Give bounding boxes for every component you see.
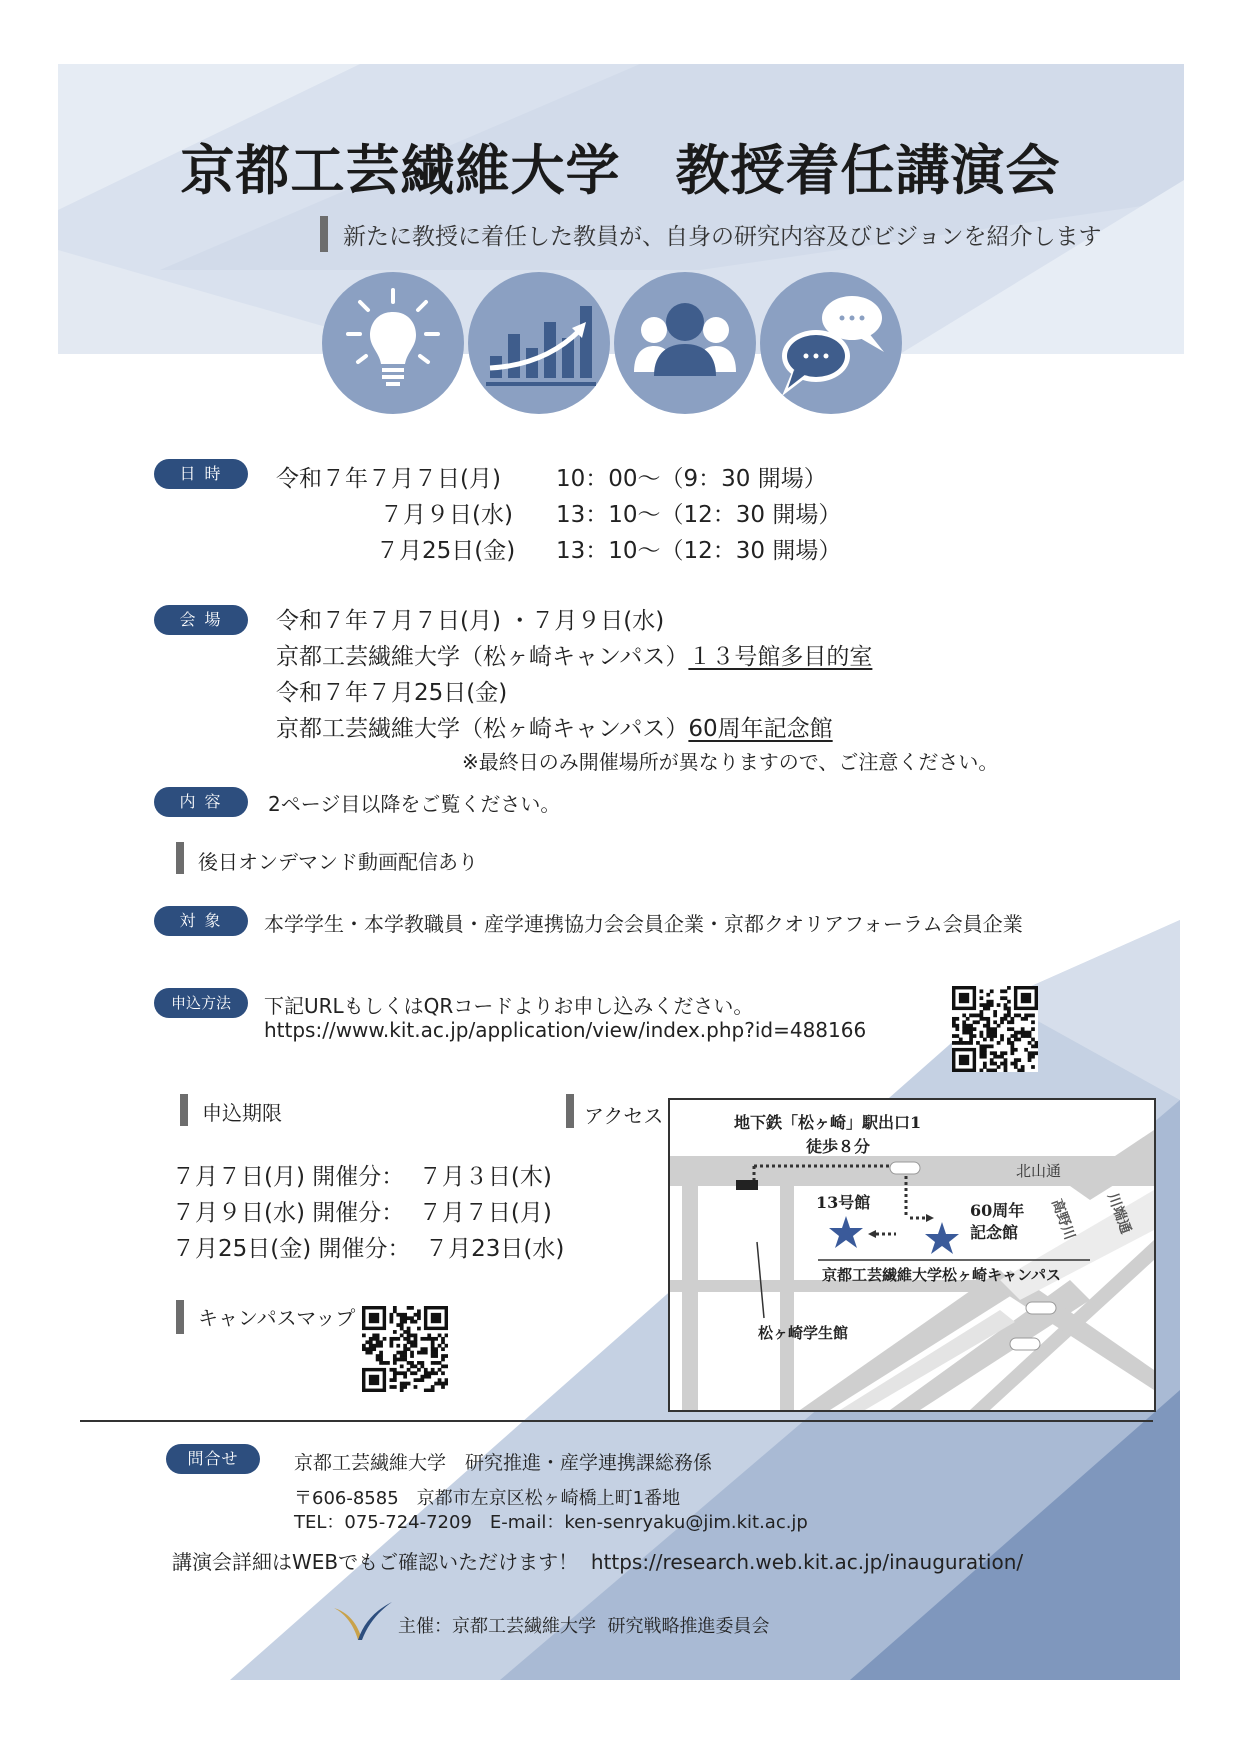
station-exit <box>736 1180 758 1190</box>
schedule-label: 日 時 <box>154 459 248 489</box>
map-campus-label: 京都工芸繊維大学松ヶ崎キャンパス <box>822 1266 1061 1284</box>
venue-campus-2: 京都工芸繊維大学（松ヶ崎キャンパス） <box>276 716 689 742</box>
access-bar <box>566 1094 574 1128</box>
content-text: 2ページ目以降をご覧ください。 <box>268 792 561 816</box>
application-qr-code[interactable] <box>952 986 1038 1072</box>
ondemand-text: 後日オンデマンド動画配信あり <box>198 850 478 874</box>
bar-chart-icon <box>468 272 610 414</box>
venue-label: 会 場 <box>154 605 248 635</box>
venue-line-1: 令和７年７月７日(月) ・７月９日(水) <box>276 608 665 634</box>
schedule-time-2: 13：10～（12：30 開場） <box>556 502 842 528</box>
chat-circle <box>760 272 902 414</box>
lightbulb-icon <box>322 272 464 414</box>
organizer-text: 主催：京都工芸繊維大学 研究戦略推進委員会 <box>398 1616 770 1637</box>
schedule-time-3: 13：10～（12：30 開場） <box>556 538 842 564</box>
lightbulb-circle <box>322 272 464 414</box>
building-60-star <box>925 1222 959 1254</box>
map-street-label: 北山通 <box>1016 1162 1062 1180</box>
ondemand-bar <box>176 842 184 874</box>
subtitle-bar <box>320 216 328 252</box>
map-building60-label-1: 60周年 <box>970 1201 1025 1220</box>
contact-tel-email[interactable]: TEL：075-724-7209 E-mail：ken-senryaku@jim.kit.ac.jp <box>294 1512 808 1533</box>
schedule-time-1: 10：00～（9：30 開場） <box>556 466 827 492</box>
deadline-bar <box>180 1094 188 1126</box>
schedule-date-3: ７月25日(金) <box>376 538 516 564</box>
map-river2-label: 川端通 <box>1104 1191 1134 1236</box>
people-circle <box>614 272 756 414</box>
content-label: 内 容 <box>154 787 248 817</box>
map-building60-label-2: 記念館 <box>970 1223 1019 1242</box>
schedule-date-1: 令和７年７月７日(月) <box>276 466 501 492</box>
contact-label: 問合せ <box>166 1444 260 1474</box>
map-building13-label: 13号館 <box>816 1193 871 1212</box>
map-roads <box>670 1100 1154 1410</box>
footer-divider <box>80 1420 1153 1422</box>
application-url[interactable]: https://www.kit.ac.jp/application/view/index.php?id=488166 <box>264 1018 867 1042</box>
target-label: 対 象 <box>154 906 248 936</box>
chat-bubbles-icon <box>760 272 902 414</box>
building-13-star <box>829 1216 863 1248</box>
map-student-hall-label: 松ヶ崎学生館 <box>758 1324 849 1342</box>
campus-map-bar <box>176 1300 184 1334</box>
access-map <box>668 1098 1156 1412</box>
venue-line-3: 令和７年７月25日(金) <box>276 680 508 706</box>
venue-room-1: １３号館多目的室 <box>688 644 873 670</box>
deadline-row-1: ７月７日(月) 開催分： ７月３日(木) <box>172 1164 552 1190</box>
university-logo <box>332 1600 394 1642</box>
page-title: 京都工芸繊維大学 教授着任講演会 <box>180 139 1061 202</box>
map-river1-label: 高野川 <box>1048 1197 1078 1242</box>
campus-map-qr-code[interactable] <box>362 1306 448 1392</box>
campus-map-heading: キャンパスマップ <box>198 1306 356 1330</box>
access-heading: アクセス <box>584 1104 664 1128</box>
contact-org: 京都工芸繊維大学 研究推進・産学連携課総務係 <box>294 1452 713 1474</box>
deadline-row-3: ７月25日(金) 開催分： ７月23日(水) <box>172 1236 565 1262</box>
venue-room-2: 60周年記念館 <box>688 716 833 742</box>
map-station-label: 地下鉄「松ヶ崎」駅出口1 <box>734 1113 922 1132</box>
schedule-date-2: ７月９日(水) <box>380 502 513 528</box>
map-walk-label: 徒歩８分 <box>806 1137 871 1156</box>
venue-line-2 <box>276 638 872 671</box>
venue-note: ※最終日のみ開催場所が異なりますので、ご注意ください。 <box>462 750 999 774</box>
application-label: 申込方法 <box>154 988 248 1018</box>
contact-web[interactable]: 講演会詳細はWEBでもご確認いただけます！ https://research.web.kit.ac.jp/inauguration/ <box>172 1550 1024 1574</box>
people-icon <box>614 272 756 414</box>
bar-chart-circle <box>468 272 610 414</box>
venue-line-4 <box>276 710 833 743</box>
venue-campus-1: 京都工芸繊維大学（松ヶ崎キャンパス） <box>276 644 689 670</box>
subtitle: 新たに教授に着任した教員が、自身の研究内容及びビジョンを紹介します <box>343 224 1102 250</box>
application-text: 下記URLもしくはQRコードよりお申し込みください。 <box>264 994 754 1018</box>
deadline-row-2: ７月９日(水) 開催分： ７月７日(月) <box>172 1200 552 1226</box>
deadline-heading: 申込期限 <box>202 1101 282 1125</box>
target-text: 本学学生・本学教職員・産学連携協力会会員企業・京都クオリアフォーラム会員企業 <box>264 912 1023 936</box>
contact-address: 〒606-8585 京都市左京区松ヶ崎橋上町1番地 <box>294 1488 681 1509</box>
